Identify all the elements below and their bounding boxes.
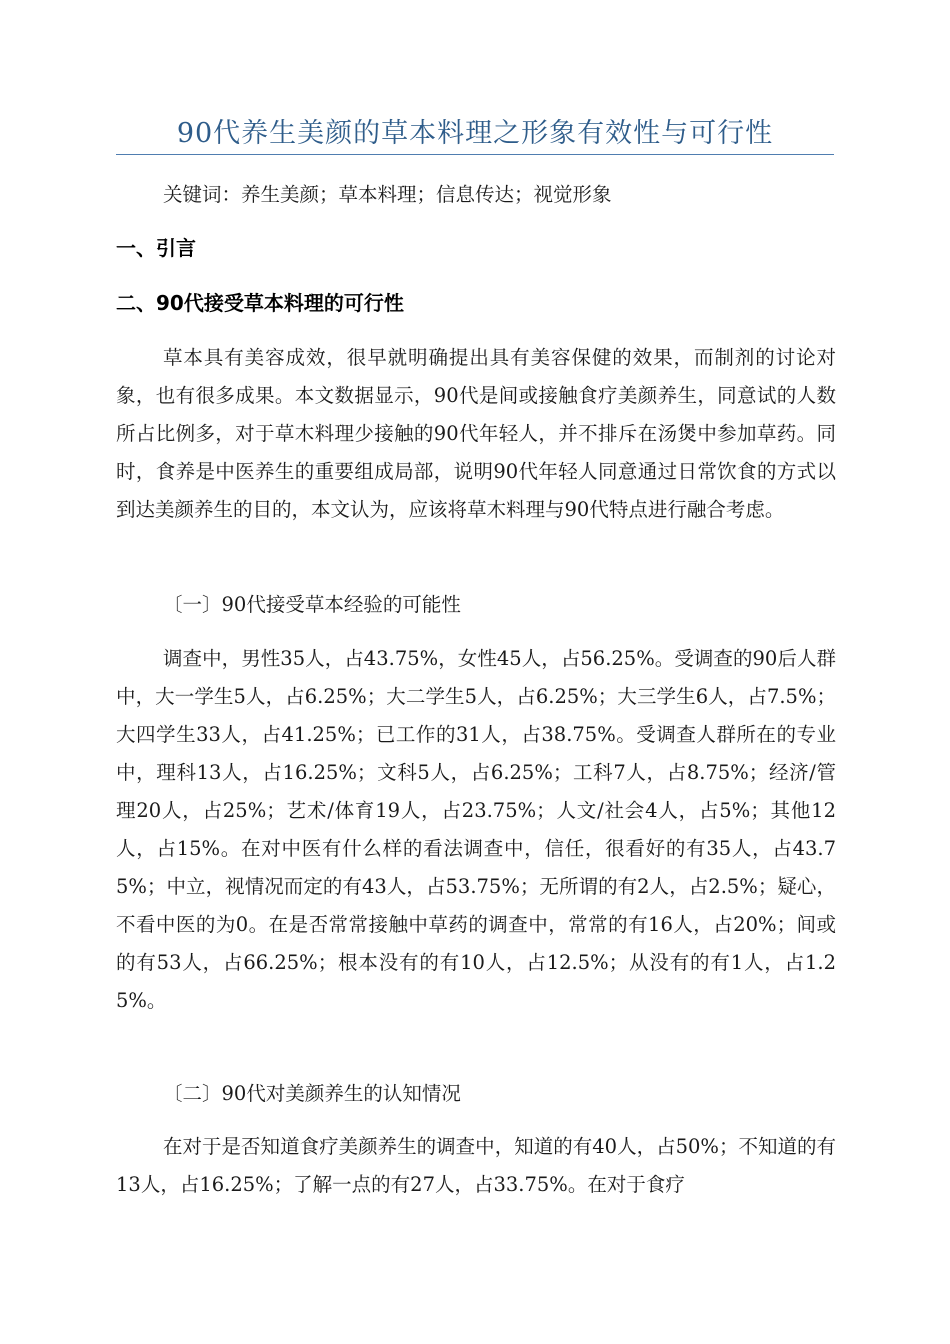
body-paragraph: 草本具有美容成效，很早就明确提出具有美容保健的效果，而制剂的讨论对象，也有很多成果。本文数据显示，90代是间或接触食疗美颜养生，同意试的人数所占比例多，对于草木料理少接触的90代年轻人，并不排斥在汤煲中参加草药。同时，食养是中医养生的重要组成局部，说明90代年轻人同意通过日常饮食的方式以到达美颜养生的目的，本文认为，应该将草木料理与90代特点进行融合考虑。 <box>116 346 836 521</box>
keywords-line: 关键词：养生美颜；草本料理；信息传达；视觉形象 <box>163 183 612 206</box>
subsection-heading-cognition: 〔二〕90代对美颜养生的认知情况 <box>163 1082 461 1105</box>
body-paragraph: 调查中，男性35人，占43.75%，女性45人，占56.25%。受调查的90后人群中，大一学生5人，占6.25%；大二学生5人，占6.25%；大三学生6人，占7.5%；大四学生33人，占41.25%；已工作的31人，占38.75%。受调查人群所在的专业中，理科13人，占16.25%；文科5人，占6.25%；工科7人，占8.75%；经济/管理20人，占25%；艺术/体育19人，占23.75%；人文/社会4人，占5%；其他12人，占15%。在对中医有什么样的看法调查中，信任，很看好的有35人，占43.75%；中立，视情况而定的有43人，占53.75%；无所谓的有2人，占2.5%；疑心，不看中医的为0。在是否常常接触中草药的调查中，常常的有16人，占20%；间或的有53人，占66.25%；根本没有的有10人，占12.5%；从没有的有1人，占1.25%。 <box>116 647 836 1012</box>
section-heading-introduction: 一、引言 <box>116 236 196 260</box>
section-heading-feasibility: 二、90代接受草本料理的可行性 <box>116 291 404 315</box>
body-paragraph: 在对于是否知道食疗美颜养生的调查中，知道的有40人，占50%；不知道的有13人，占16.25%；了解一点的有27人，占33.75%。在对于食疗 <box>116 1135 836 1196</box>
document-title: 90代养生美颜的草本料理之形象有效性与可行性 <box>176 118 774 149</box>
title-underline <box>116 154 834 155</box>
subsection-heading-possibility: 〔一〕90代接受草本经验的可能性 <box>163 593 461 616</box>
